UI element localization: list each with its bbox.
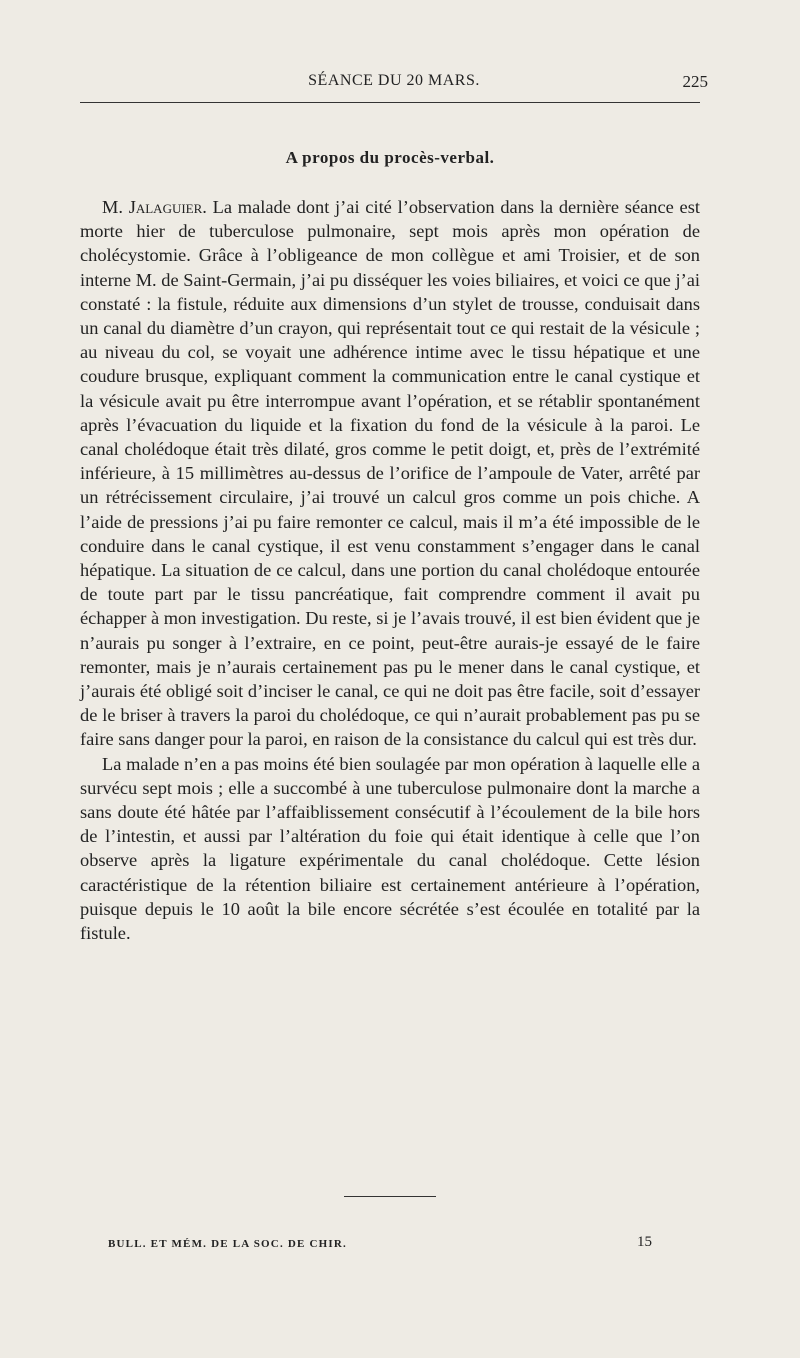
paragraph-2: La malade n’en a pas moins été bien soulagée par mon opération à laquelle elle a survécu sept mois ; elle a succombé à une tuberculose pulmonaire dont la marche a sans doute été hâtée par l’affaiblissement consécutif à l’écoulement de la bile hors de l’intestin, et aussi par l’altération du foie qui était identique à celle que l’on observe après la ligature expérimentale du canal cholédoque. Cette lésion caractéristique de la rétention biliaire est certainement antérieure à l’opération, puisque depuis le 10 août la bile encore sécrétée s’est écoulée en totalité par la fistule. — [80, 753, 700, 944]
footer-text: BULL. ET MÉM. DE LA SOC. DE CHIR. — [108, 1238, 347, 1250]
body-text — [80, 195, 700, 945]
header-title: SÉANCE DU 20 MARS. — [308, 72, 480, 89]
paragraph-1 — [80, 195, 700, 752]
signature-mark: 15 — [637, 1234, 652, 1250]
header-rule — [80, 102, 700, 103]
footer — [108, 1234, 652, 1262]
section-heading: A propos du procès-verbal. — [285, 148, 495, 167]
page-number: 225 — [682, 72, 708, 91]
end-rule — [344, 1196, 436, 1197]
speaker-name: M. Jalaguier. — [102, 197, 207, 217]
paragraph-1-text: La malade dont j’ai cité l’observation dans la dernière séance est morte hier de tuberculose pulmonaire, sept mois après mon opération de cholécystomie. Grâce à l’obligeance de mon collègue et ami Troisier, et de son interne M. de Saint-Germain, j’ai pu disséquer les voies biliaires, et voici ce que j’ai constaté : la fistule, réduite aux dimensions d’un stylet de trousse, conduisait dans un canal du diamètre d’un crayon, qui représentait tout ce qui restait de la vésicule ; au niveau du col, se voyait une adhérence intime avec le tissu hépatique et une coudure brusque, expliquant comment la communication entre le canal cystique et la vésicule avait pu être interrompue avant l’opération, et se rétablir spontanément après l’évacuation du liquide et la fixation du fond de la vésicule à la paroi. Le canal cholédoque était très dilaté, gros comme le petit doigt, et, près de l’extrémité inférieure, à 15 millimètres au-dessus de l’orifice de l’ampoule de Vater, arrêté par un rétrécissement circulaire, j’ai trouvé un calcul gros comme un pois chiche. A l’aide de pressions j’ai pu faire remonter ce calcul, mais il m’a été impossible de le conduire dans le canal cystique, il est venu constamment s’engager dans le canal hépatique. La situation de ce calcul, dans une portion du canal cholédoque entourée de toute part par le tissu pancréatique, fait comprendre comment il avait pu échapper à mon investigation. Du reste, si je l’avais trouvé, il est bien évident que je n’aurais pu songer à l’extraire, en ce point, peut-être aurais-je essayé de le faire remonter, mais je n’aurais certainement pas pu le mener dans le canal cystique, et j’aurais été obligé soit d’inciser le canal, ce qui ne doit pas être facile, soit d’essayer de le briser à travers la paroi du cholédoque, ce qui n’aurait probablement pas pu se faire sans danger pour la paroi, en raison de la consistance du calcul qui est très dur. — [80, 197, 700, 750]
running-head — [80, 72, 708, 98]
